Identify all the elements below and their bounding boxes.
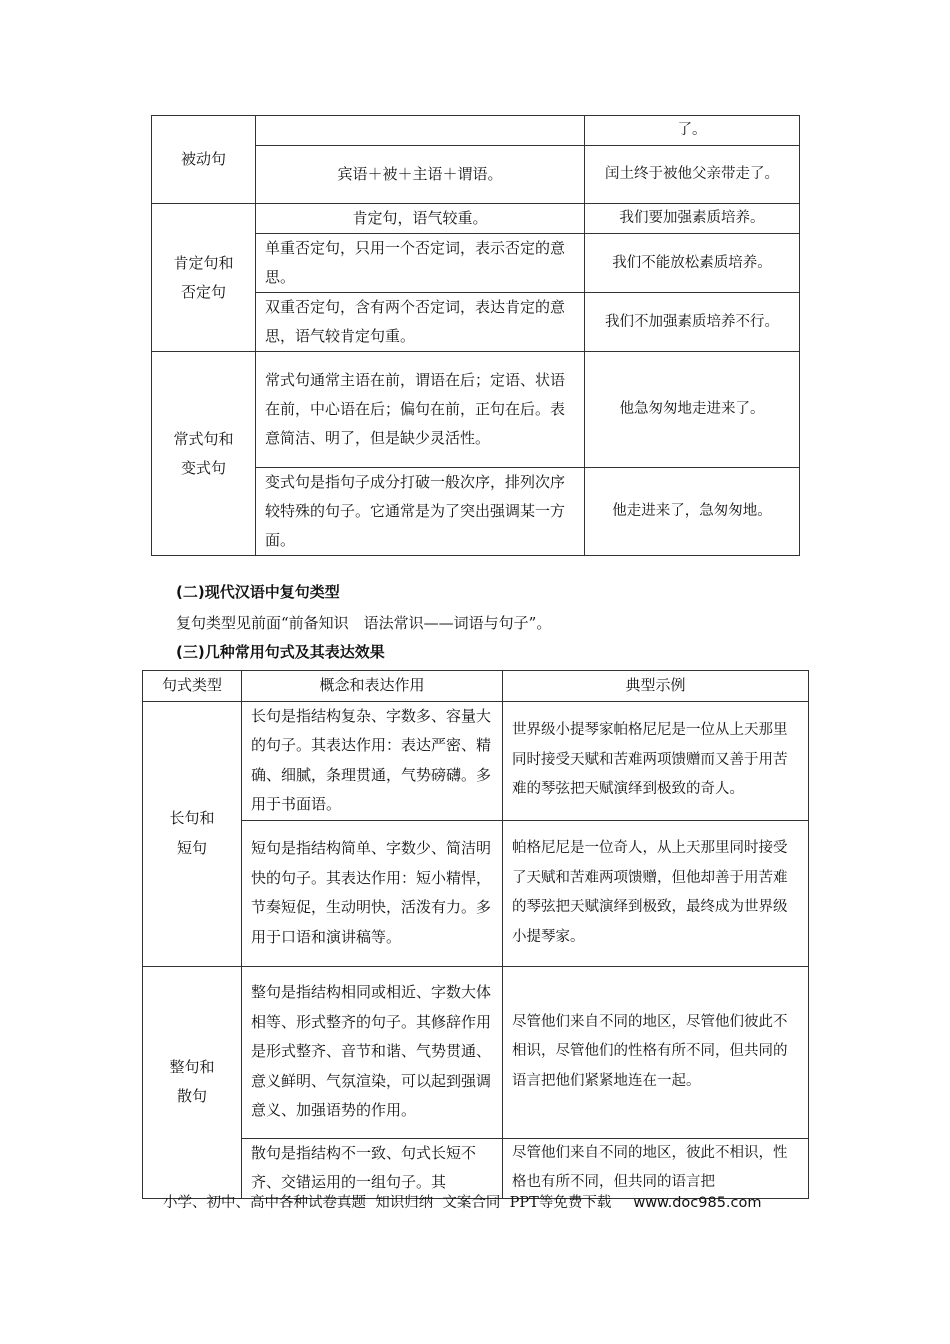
passive-concept-empty (256, 116, 585, 146)
affirm-neg-label: 肯定句和否定句 (152, 204, 256, 352)
normal-concept: 常式句通常主语在前，谓语在后；定语、状语在前，中心语在后；偏句在前，正句在后。表意简洁、明了，但是缺少灵活性。 (256, 352, 585, 468)
footer-site-link[interactable]: www.doc985.com (633, 1195, 762, 1211)
passive-concept: 宾语＋被＋主语＋谓语。 (256, 146, 585, 204)
affirm-concept: 肯定句，语气较重。 (256, 204, 585, 234)
loose-example: 尽管他们来自不同的地区，彼此不相识，性格也有所不同，但共同的语言把 (503, 1138, 809, 1198)
neat-example: 尽管他们来自不同的地区，尽管他们彼此不相识，尽管他们的性格有所不同，但共同的语言把他们紧紧地连在一起。 (503, 966, 809, 1138)
passive-example-cont: 了。 (585, 116, 800, 146)
page-footer (163, 1191, 762, 1212)
sentence-pattern-table-2 (142, 670, 809, 1199)
long-example: 世界级小提琴家帕格尼尼是一位从上天那里同时接受天赋和苦难两项馈赠而又善于用苦难的琴弦把天赋演绎到极致的奇人。 (503, 701, 809, 820)
short-example: 帕格尼尼是一位奇人，从上天那里同时接受了天赋和苦难两项馈赠，但他却善于用苦难的琴弦把天赋演绎到极致，最终成为世界级小提琴家。 (503, 820, 809, 966)
section3-heading: (三)几种常用句式及其表达效果 (176, 643, 385, 661)
header-concept: 概念和表达作用 (242, 671, 503, 702)
header-example: 典型示例 (503, 671, 809, 702)
long-concept: 长句是指结构复杂、字数多、容量大的句子。其表达作用：表达严密、精确、细腻，条理贯通，气势磅礴。多用于书面语。 (242, 701, 503, 820)
affirm-example: 我们要加强素质培养。 (585, 204, 800, 234)
single-neg-concept: 单重否定句，只用一个否定词，表示否定的意思。 (256, 234, 585, 293)
long-short-label: 长句和短句 (143, 701, 242, 966)
section2-heading: (二)现代汉语中复句类型 (176, 583, 340, 601)
single-neg-example: 我们不能放松素质培养。 (585, 234, 800, 293)
inverted-concept: 变式句是指句子成分打破一般次序，排列次序较特殊的句子。它通常是为了突出强调某一方面。 (256, 468, 585, 556)
normal-inverted-label: 常式句和变式句 (152, 352, 256, 556)
neat-concept: 整句是指结构相同或相近、字数大体相等、形式整齐的句子。其修辞作用是形式整齐、音节和谐、气势贯通、意义鲜明、气氛渲染，可以起到强调意义、加强语势的作用。 (242, 966, 503, 1138)
inverted-example: 他走进来了，急匆匆地。 (585, 468, 800, 556)
double-neg-concept: 双重否定句，含有两个否定词，表达肯定的意思，语气较肯定句重。 (256, 293, 585, 352)
double-neg-example: 我们不加强素质培养不行。 (585, 293, 800, 352)
footer-text: 小学、初中、高中各种试卷真题 知识归纳 文案合同 PPT等免费下载 (163, 1195, 612, 1211)
passive-example: 闰土终于被他父亲带走了。 (585, 146, 800, 204)
header-type: 句式类型 (143, 671, 242, 702)
normal-example: 他急匆匆地走进来了。 (585, 352, 800, 468)
passive-label: 被动句 (152, 116, 256, 204)
neat-loose-label: 整句和散句 (143, 966, 242, 1198)
section2-text: 复句类型见前面“前备知识 语法常识——词语与句子”。 (176, 614, 552, 632)
short-concept: 短句是指结构简单、字数少、简洁明快的句子。其表达作用：短小精悍，节奏短促，生动明快，活泼有力。多用于口语和演讲稿等。 (242, 820, 503, 966)
sentence-type-table-1 (151, 115, 800, 556)
loose-concept: 散句是指结构不一致、句式长短不齐、交错运用的一组句子。其 (242, 1138, 503, 1198)
